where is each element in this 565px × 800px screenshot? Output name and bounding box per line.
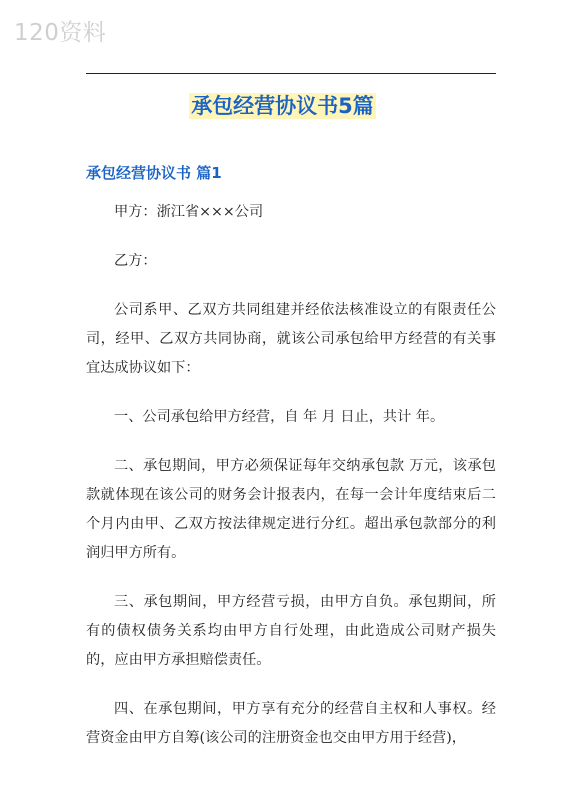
paragraph-clause-4: 四、在承包期间，甲方享有充分的经营自主权和人事权。经营资金由甲方自筹(该公司的注册资金也交由甲方用于经营)， [86,701,496,746]
paragraph-clause-1: 一、公司承包给甲方经营，自 年 月 日止，共计 年。 [114,409,445,425]
document-body [86,198,496,773]
paragraph-clause-2: 二、承包期间，甲方必须保证每年交纳承包款 万元，该承包款就体现在该公司的财务会计报表内，在每一会计年度结束后二个月内由甲、乙双方按法律规定进行分红。超出承包款部分的利润归甲方所有。 [86,458,496,561]
paragraph-preamble: 公司系甲、乙双方共同组建并经依法核准设立的有限责任公司，经甲、乙双方共同协商，就该公司承包给甲方经营的有关事宜达成协议如下： [86,302,496,376]
paragraph-party-a: 甲方：浙江省×××公司 [114,204,264,220]
watermark-logo: 120资料 [14,20,107,46]
section-title: 承包经营协议书 篇1 [86,164,222,182]
paragraph-clause-3: 三、承包期间，甲方经营亏损，由甲方自负。承包期间，所有的债权债务关系均由甲方自行处理，由此造成公司财产损失的，应由甲方承担赔偿责任。 [86,594,496,668]
document-title [0,90,565,120]
header-divider [86,73,496,74]
paragraph-party-b: 乙方： [114,253,157,269]
document-title-text: 承包经营协议书5篇 [191,94,374,118]
